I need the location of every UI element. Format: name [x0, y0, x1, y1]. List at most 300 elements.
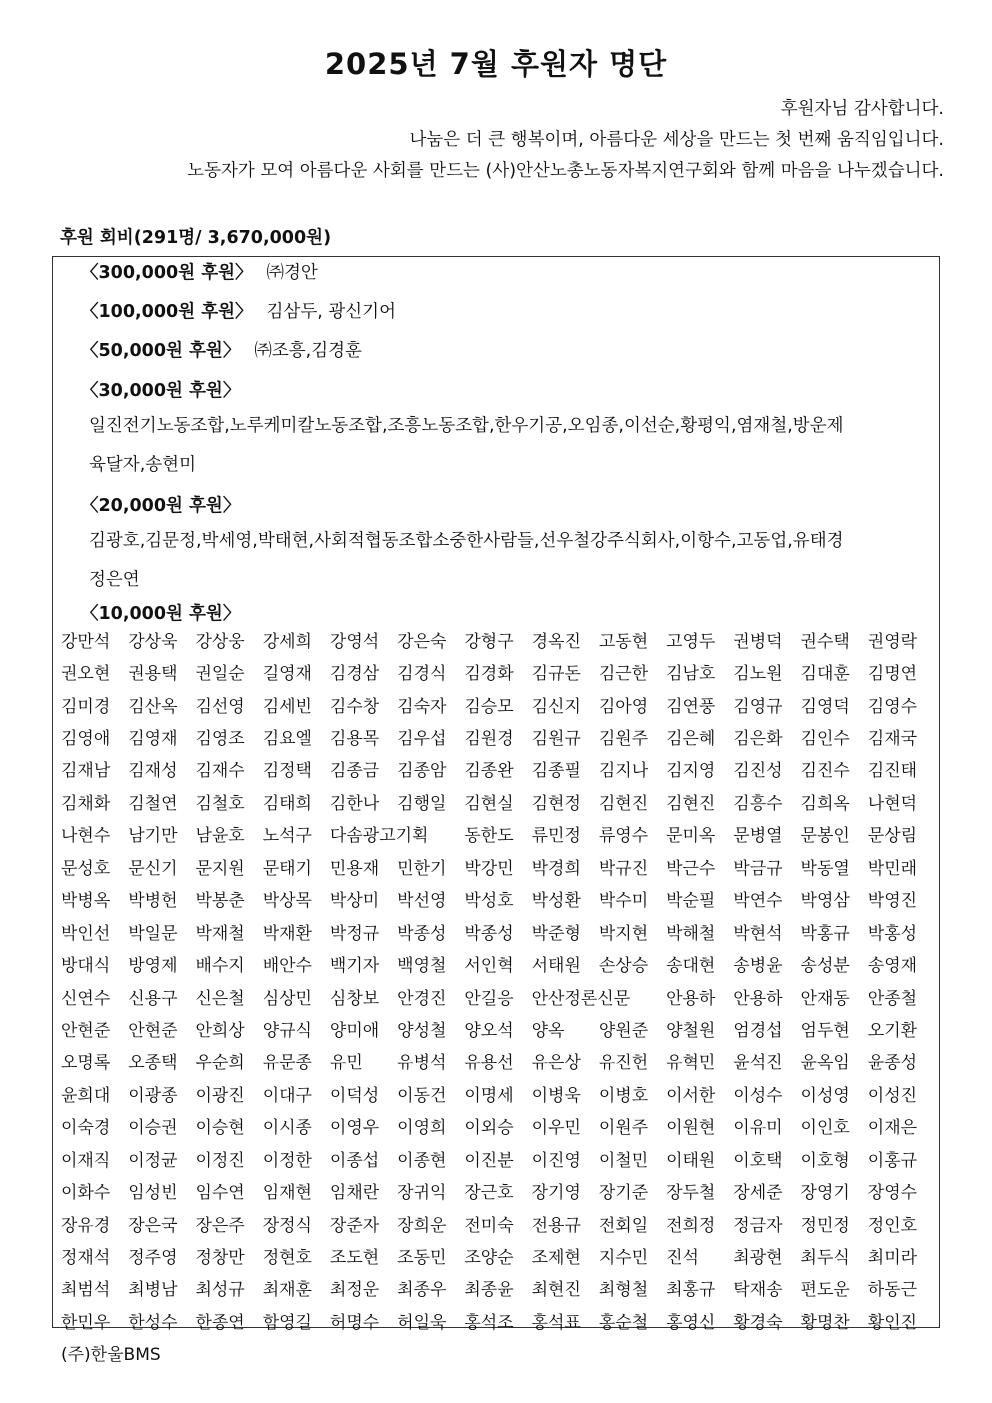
donor-name: 장은주: [195, 1215, 245, 1236]
donor-name: 하동근: [867, 1280, 918, 1301]
donor-name: 백영철: [397, 956, 447, 977]
donor-name: 유문종: [262, 1053, 312, 1074]
donor-name: 강형구: [464, 631, 514, 652]
donor-name: 권오현: [61, 664, 111, 685]
donor-name: 이서한: [666, 1085, 716, 1106]
donor-name: 박경희: [531, 858, 581, 879]
donor-name: 정창만: [195, 1248, 245, 1269]
donor-name: 나현수: [61, 826, 111, 847]
donor-name: 유용선: [464, 1053, 514, 1074]
donor-name: 신용구: [128, 988, 178, 1009]
donor-name: 박종성: [397, 923, 447, 944]
tier-10000-names: [61, 623, 935, 1369]
donor-name: 김재성: [128, 761, 178, 782]
donor-name: 정주영: [128, 1248, 178, 1269]
donor-name: 양미애: [329, 1020, 380, 1041]
donor-name: 문봉인: [800, 826, 850, 847]
donor-name: 안현준: [61, 1020, 111, 1041]
donor-name: 장두철: [666, 1183, 716, 1204]
donor-name: 박해철: [666, 923, 716, 944]
donor-name: 전용규: [531, 1215, 581, 1236]
donor-name: 이화수: [61, 1183, 111, 1204]
donor-name: 정민정: [800, 1215, 850, 1236]
tier-label: 〈20,000원 후원〉: [81, 496, 241, 516]
donor-name: 이성수: [733, 1085, 783, 1106]
donor-name: 박병옥: [61, 891, 111, 912]
donor-name: 방대식: [61, 956, 111, 977]
donor-name: 홍석표: [531, 1312, 581, 1333]
donor-name: 방영제: [128, 956, 178, 977]
name-line: 정은연: [89, 570, 140, 590]
donor-name: 양옥: [531, 1020, 565, 1041]
donor-name: 문미옥: [666, 826, 716, 847]
donor-name: 이재직: [61, 1150, 111, 1171]
donor-name: 이인호: [800, 1118, 850, 1139]
donor-name: 김수창: [329, 696, 380, 717]
donor-name: 안경진: [397, 988, 447, 1009]
tier-50000: [81, 337, 362, 362]
donor-name: 김영조: [195, 729, 245, 750]
donor-name: 이종현: [397, 1150, 447, 1171]
donor-name: 박상목: [262, 891, 312, 912]
intro-line-3: 노동자가 모여 아름다운 사회를 만드는 (사)안산노총노동자복지연구회와 함께 마음을 나누겠습니다.: [187, 161, 944, 181]
donor-name: 문병열: [733, 826, 783, 847]
donor-name: 김미경: [61, 696, 111, 717]
donor-name: 이원주: [598, 1118, 649, 1139]
donor-name: 김요엘: [262, 729, 312, 750]
donor-name: 김신지: [531, 696, 581, 717]
donor-name: 김현진: [598, 793, 649, 814]
donor-name: 이동건: [397, 1085, 447, 1106]
donor-name: 이정균: [128, 1150, 178, 1171]
donor-name: 김숙자: [397, 696, 447, 717]
donor-name: 박동열: [800, 858, 850, 879]
donor-name: 조제현: [531, 1248, 581, 1269]
donor-name: 박수미: [598, 891, 649, 912]
donor-name: 허명수: [329, 1312, 380, 1333]
donor-name: 김진태: [867, 761, 918, 782]
donor-name: 유병석: [397, 1053, 447, 1074]
donor-name: 김채화: [61, 793, 111, 814]
donor-name: 민용재: [329, 858, 380, 879]
donor-name: 김경식: [397, 664, 447, 685]
donor-name: 김승모: [464, 696, 514, 717]
donor-name: 안용하: [666, 988, 716, 1009]
donor-name: 박준형: [531, 923, 581, 944]
donor-name: 백기자: [329, 956, 380, 977]
donor-name: 정인호: [867, 1215, 918, 1236]
donor-name: 남윤호: [195, 826, 245, 847]
donor-name: 전희정: [666, 1215, 716, 1236]
donor-name: 김세빈: [262, 696, 312, 717]
donor-name: 김진성: [733, 761, 783, 782]
donor-name: 장유경: [61, 1215, 111, 1236]
donor-name: 진석: [666, 1248, 699, 1269]
donor-name: 김종암: [397, 761, 447, 782]
name-line: 육달자,송현미: [89, 455, 196, 475]
donor-name: 양규식: [262, 1020, 312, 1041]
donor-name: 박규진: [598, 858, 649, 879]
donor-name: 이광종: [128, 1085, 178, 1106]
donor-name: 최재훈: [262, 1280, 312, 1301]
donor-name: 최두식: [800, 1248, 850, 1269]
donor-name: 최범석: [61, 1280, 111, 1301]
donor-name: 한성수: [128, 1312, 178, 1333]
donor-name: 김용목: [329, 729, 380, 750]
donor-name: 홍석조: [464, 1312, 514, 1333]
donor-name: 이숙경: [61, 1118, 111, 1139]
donor-name: 문성호: [61, 858, 111, 879]
donor-name: 양성철: [397, 1020, 447, 1041]
donor-name: 김흥수: [733, 793, 783, 814]
donor-name: 김은화: [733, 729, 783, 750]
donor-name: 엄경섭: [733, 1020, 783, 1041]
donor-name: 김재수: [195, 761, 245, 782]
donor-name: 정재석: [61, 1248, 111, 1269]
donor-name: 노석구: [262, 826, 312, 847]
donor-name: 박영삼: [800, 891, 850, 912]
donor-name: 김원주: [598, 729, 649, 750]
donor-name: 손상승: [598, 956, 649, 977]
donor-name: 이정한: [262, 1150, 312, 1171]
donor-name: 박금규: [733, 858, 783, 879]
donor-name: 박강민: [464, 858, 514, 879]
donor-name: 안길응: [464, 988, 514, 1009]
donor-name: 편도운: [800, 1280, 850, 1301]
donor-name: 박선영: [397, 891, 447, 912]
donor-name: 김우섭: [397, 729, 447, 750]
donor-name: 문지원: [195, 858, 245, 879]
donor-name: 박정규: [329, 923, 380, 944]
donor-name: 최홍규: [666, 1280, 716, 1301]
donor-name: 김남호: [666, 664, 716, 685]
donor-name: 장희운: [397, 1215, 447, 1236]
intro-line-2: 나눔은 더 큰 행복이며, 아름다운 세상을 만드는 첫 번째 움직임입니다.: [409, 130, 944, 150]
donor-name: 유은상: [531, 1053, 581, 1074]
donor-name: 유민: [329, 1053, 363, 1074]
donor-name: 김현진: [666, 793, 716, 814]
donor-name: 최형철: [598, 1280, 649, 1301]
donor-name: 김태희: [262, 793, 312, 814]
donor-name: 엄두현: [800, 1020, 850, 1041]
donor-name: 유혁민: [666, 1053, 716, 1074]
donor-name: 한민우: [61, 1312, 111, 1333]
donor-name: 안현준: [128, 1020, 178, 1041]
donor-name: 이병욱: [531, 1085, 581, 1106]
donor-name: 길영재: [262, 664, 312, 685]
tier-30000: [81, 377, 240, 402]
donor-name: 이정진: [195, 1150, 245, 1171]
donor-name: 박홍규: [800, 923, 850, 944]
donor-name: 박민래: [867, 858, 918, 879]
donor-name: 황경숙: [733, 1312, 783, 1333]
donor-name: 안종철: [867, 988, 918, 1009]
donor-name: 문신기: [128, 858, 178, 879]
donor-name: 조도현: [329, 1248, 380, 1269]
donor-name: 신은철: [195, 988, 245, 1009]
intro-line-1: 후원자님 감사합니다.: [780, 99, 944, 119]
donor-name: 심창보: [329, 988, 380, 1009]
donor-name: 유진헌: [598, 1053, 649, 1074]
donor-name: 김종금: [329, 761, 380, 782]
donor-name: 동한도: [464, 826, 514, 847]
donor-name: 배안수: [262, 956, 312, 977]
donor-name: 최종우: [397, 1280, 447, 1301]
donor-name: 김한나: [329, 793, 380, 814]
donor-name: 최정운: [329, 1280, 380, 1301]
donor-name: 김종완: [464, 761, 514, 782]
donor-name: 정현호: [262, 1248, 312, 1269]
donor-name: 심상민: [262, 988, 312, 1009]
donor-name: 강만석: [61, 631, 111, 652]
donor-name: 강상웅: [195, 631, 245, 652]
donor-name: 정금자: [733, 1215, 783, 1236]
donor-name: 김희옥: [800, 793, 850, 814]
donor-name: 홍순철: [598, 1312, 649, 1333]
donor-name: 류민정: [531, 826, 581, 847]
donor-name: 양원준: [598, 1020, 649, 1041]
donor-name: 장세준: [733, 1183, 783, 1204]
donor-name: 서인혁: [464, 956, 514, 977]
donation-summary: 후원 회비(291명/ 3,670,000원): [60, 228, 332, 248]
donor-name: 이승권: [128, 1118, 178, 1139]
donor-name: 장준자: [329, 1215, 380, 1236]
donor-name: 김영수: [867, 696, 918, 717]
donor-name: 김은혜: [666, 729, 716, 750]
donor-name: 최병남: [128, 1280, 178, 1301]
tier-100000: [81, 298, 396, 323]
tier-label: 〈300,000원 후원〉: [81, 263, 253, 283]
donor-name: 김선영: [195, 696, 245, 717]
donor-name: 신연수: [61, 988, 111, 1009]
donor-name: 박상미: [329, 891, 380, 912]
tier-10000: [81, 600, 240, 625]
donor-name: 송병윤: [733, 956, 783, 977]
donor-name: 송대현: [666, 956, 716, 977]
donor-name: 이재은: [867, 1118, 918, 1139]
donor-name: 허일욱: [397, 1312, 447, 1333]
donor-name: 이진영: [531, 1150, 581, 1171]
donor-name: 김규돈: [531, 664, 581, 685]
donor-name: 이종섭: [329, 1150, 380, 1171]
donor-name: 이병호: [598, 1085, 649, 1106]
donor-name: 김경화: [464, 664, 514, 685]
donor-name: 권영락: [867, 631, 918, 652]
donor-name: 윤옥임: [800, 1053, 850, 1074]
donor-name: 박재철: [195, 923, 245, 944]
tier-label: 〈100,000원 후원〉: [81, 302, 253, 322]
donor-name: 강상욱: [128, 631, 178, 652]
donor-name: 김산옥: [128, 696, 178, 717]
donor-name: 장근호: [464, 1183, 514, 1204]
donor-name: 지수민: [598, 1248, 649, 1269]
donor-name: 안용하: [733, 988, 783, 1009]
donor-name: 김정택: [262, 761, 312, 782]
donor-name: 김원규: [531, 729, 581, 750]
donor-name: 황명찬: [800, 1312, 850, 1333]
donor-name: 박인선: [61, 923, 111, 944]
donor-name: 장영수: [867, 1183, 918, 1204]
tier-label: 〈30,000원 후원〉: [81, 381, 241, 401]
donor-name: 김원경: [464, 729, 514, 750]
donor-name: 박성호: [464, 891, 514, 912]
donor-name: 최종윤: [464, 1280, 514, 1301]
donor-name: 문상림: [867, 826, 918, 847]
donor-name: 김아영: [598, 696, 649, 717]
donor-name: 박근수: [666, 858, 716, 879]
donor-name: 장정식: [262, 1215, 312, 1236]
tier-names: 김삼두, 광신기어: [266, 302, 396, 322]
donor-name: 이명세: [464, 1085, 514, 1106]
donor-name: 김영덕: [800, 696, 850, 717]
donor-name: 박일문: [128, 923, 178, 944]
donor-name: 박순필: [666, 891, 716, 912]
donor-name: 이유미: [733, 1118, 783, 1139]
donor-list-box: [52, 256, 940, 1366]
donor-name: 다솜광고기획: [329, 826, 429, 847]
donor-name: 안산정론신문: [531, 988, 631, 1009]
donor-name: 강은숙: [397, 631, 447, 652]
donor-name: 송성분: [800, 956, 850, 977]
donor-name: 박성환: [531, 891, 581, 912]
donor-name: 이원현: [666, 1118, 716, 1139]
donor-name: 고영두: [666, 631, 716, 652]
donor-name: 권일순: [195, 664, 245, 685]
donor-name: 김영애: [61, 729, 111, 750]
donor-name: 남기만: [128, 826, 178, 847]
donor-name: 함영길: [262, 1312, 312, 1333]
donor-name: 최성규: [195, 1280, 245, 1301]
donor-name: 김영규: [733, 696, 783, 717]
tier-names: ㈜조흥,김경훈: [254, 341, 362, 361]
donor-name: 박현석: [733, 923, 783, 944]
donor-name: 박종성: [464, 923, 514, 944]
donor-name: 장귀익: [397, 1183, 447, 1204]
intro-message: [44, 94, 944, 187]
donor-name: 김인수: [800, 729, 850, 750]
donor-name: 최미라: [867, 1248, 918, 1269]
donor-name: 박영진: [867, 891, 918, 912]
donor-name: 김현정: [531, 793, 581, 814]
donor-name: 김연풍: [666, 696, 716, 717]
donor-name: 김지영: [666, 761, 716, 782]
donor-name: 양오석: [464, 1020, 514, 1041]
donor-name: 권병덕: [733, 631, 783, 652]
donor-name: 조양순: [464, 1248, 514, 1269]
donor-name: 김지나: [598, 761, 649, 782]
donor-name: 최현진: [531, 1280, 581, 1301]
donor-name: 전회일: [598, 1215, 649, 1236]
donor-name: 오기환: [867, 1020, 918, 1041]
donor-name: 이광진: [195, 1085, 245, 1106]
tier-20000: [81, 492, 240, 517]
donor-name: 이철민: [598, 1150, 649, 1171]
donor-name: 임성빈: [128, 1183, 178, 1204]
donor-name: 황인진: [867, 1312, 918, 1333]
donor-name: 전미숙: [464, 1215, 514, 1236]
donor-name: 이우민: [531, 1118, 581, 1139]
donor-name: 홍영신: [666, 1312, 716, 1333]
donor-name: 안재동: [800, 988, 850, 1009]
donor-name: 임수연: [195, 1183, 245, 1204]
donor-name: 권용택: [128, 664, 178, 685]
tier-300000: [81, 259, 318, 284]
donor-name: 배수지: [195, 956, 245, 977]
donor-name: 이홍규: [867, 1150, 918, 1171]
donor-name: 이호택: [733, 1150, 783, 1171]
donor-name: 이태원: [666, 1150, 716, 1171]
donor-name: 이영희: [397, 1118, 447, 1139]
donor-name: 김영재: [128, 729, 178, 750]
donor-name: 탁재송: [733, 1280, 783, 1301]
tier-30000-names: [89, 407, 933, 485]
donor-name: 송영재: [867, 956, 918, 977]
donor-name: 최광현: [733, 1248, 783, 1269]
donor-name: 조동민: [397, 1248, 447, 1269]
donor-name: 이호형: [800, 1150, 850, 1171]
donor-name: 김철호: [195, 793, 245, 814]
donor-name: 박재환: [262, 923, 312, 944]
donor-name: 서태원: [531, 956, 581, 977]
donor-name: 임재현: [262, 1183, 312, 1204]
donor-name: 우순희: [195, 1053, 245, 1074]
tier-names: ㈜경안: [266, 263, 318, 283]
donor-name: 김노원: [733, 664, 783, 685]
donor-name: 이영우: [329, 1118, 380, 1139]
donor-name: 이대구: [262, 1085, 312, 1106]
donor-name: 민한기: [397, 858, 447, 879]
donor-name: 김재남: [61, 761, 111, 782]
donor-name: 이덕성: [329, 1085, 380, 1106]
page-title: 2025년 7월 후원자 명단: [324, 47, 668, 81]
donor-name: 박지현: [598, 923, 649, 944]
donor-name: 안희상: [195, 1020, 245, 1041]
donor-name: 문태기: [262, 858, 312, 879]
donor-name: 이외승: [464, 1118, 514, 1139]
donor-name: 고동현: [598, 631, 649, 652]
donor-name: 임채란: [329, 1183, 380, 1204]
tier-20000-names: [89, 522, 933, 600]
donor-name: 김근한: [598, 664, 649, 685]
donor-name: 윤희대: [61, 1085, 111, 1106]
donor-name: 양철원: [666, 1020, 716, 1041]
donor-name: 이승현: [195, 1118, 245, 1139]
donor-name: 김행일: [397, 793, 447, 814]
donor-name: 김대훈: [800, 664, 850, 685]
donor-name: 김재국: [867, 729, 918, 750]
donor-name: 윤석진: [733, 1053, 783, 1074]
donor-name: 박봉춘: [195, 891, 245, 912]
tier-label: 〈10,000원 후원〉: [81, 604, 241, 624]
donor-name: 류영수: [598, 826, 649, 847]
donor-name: 김경삼: [329, 664, 380, 685]
name-line: 일진전기노동조합,노루케미칼노동조합,조흥노동조합,한우기공,오임종,이선순,황평익,염재철,방운제: [89, 416, 844, 436]
donor-name: 이진분: [464, 1150, 514, 1171]
donor-name: 윤종성: [867, 1053, 918, 1074]
donor-name: 김진수: [800, 761, 850, 782]
donor-name: 장기영: [531, 1183, 581, 1204]
donor-name: 이성영: [800, 1085, 850, 1106]
donor-name: 박연수: [733, 891, 783, 912]
donor-name: 강세희: [262, 631, 312, 652]
donor-name: 박병헌: [128, 891, 178, 912]
donor-name: 오종택: [128, 1053, 178, 1074]
donor-name: 이시종: [262, 1118, 312, 1139]
donor-name: 김철연: [128, 793, 178, 814]
donor-name: 한종연: [195, 1312, 245, 1333]
donor-name: 김현실: [464, 793, 514, 814]
donor-name: 나현덕: [867, 793, 918, 814]
